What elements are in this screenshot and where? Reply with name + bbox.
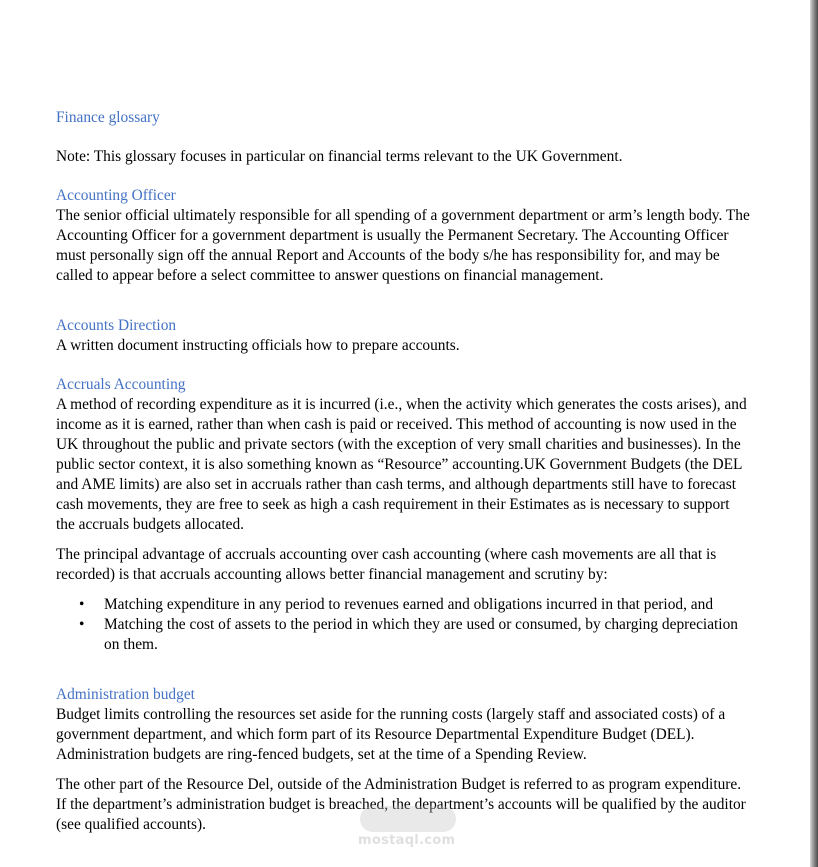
glossary-title: Finance glossary (56, 109, 160, 126)
bullet-icon: • (79, 616, 85, 633)
definition-line: government department, and which form part of its Resource Departmental Expenditure Budget (DEL). (56, 726, 695, 743)
entry-term: Accounting Officer (56, 187, 176, 204)
entry-term: Accounts Direction (56, 317, 177, 334)
entry-definition (56, 705, 786, 765)
bullet-line: on them. (104, 636, 158, 653)
entry-term: Accruals Accounting (56, 376, 186, 393)
definition-line: called to appear before a select committee to answer questions on financial management. (56, 267, 604, 284)
bullet-line: Matching expenditure in any period to revenues earned and obligations incurred in that period, and (104, 596, 714, 613)
entry-definition (56, 206, 786, 286)
bullet-list (56, 595, 786, 655)
paragraph-line: If the department’s administration budget is breached, the department’s accounts will be qualified by the auditor (56, 796, 746, 813)
glossary-note: Note: This glossary focuses in particular on financial terms relevant to the UK Government. (56, 148, 623, 165)
entry-definition (56, 395, 786, 535)
entry-paragraph (56, 775, 786, 835)
entry-accounting-officer (56, 186, 786, 286)
paragraph-line: recorded) is that accruals accounting allows better financial management and scrutiny by: (56, 566, 608, 583)
entry-administration-budget (56, 685, 786, 835)
bullet-line: Matching the cost of assets to the period in which they are used or consumed, by charging depreciation (104, 616, 738, 633)
definition-line: cash movements, they are free to seek as high a cash requirement in their Estimates as is necessary to support (56, 496, 730, 513)
definition-line: Accounting Officer for a government department is usually the Permanent Secretary. The Accounting Officer (56, 227, 729, 244)
entry-paragraph (56, 545, 786, 585)
definition-line: Administration budgets are ring-fenced budgets, set at the time of a Spending Review. (56, 746, 587, 763)
bullet-item (56, 615, 786, 655)
definition-line: must personally sign off the annual Report and Accounts of the body s/he has responsibility for, and may be (56, 247, 720, 264)
bullet-icon: • (79, 596, 85, 613)
paragraph-line: The principal advantage of accruals accounting over cash accounting (where cash movements are all that is (56, 546, 717, 563)
definition-line: and AME limits) are also set in accruals rather than cash terms, and although departments still have to forecast (56, 476, 736, 493)
page-edge-shadow (810, 0, 818, 867)
definition-line: A method of recording expenditure as it is incurred (i.e., when the activity which generates the costs arises), and (56, 396, 747, 413)
definition-line: income as it is earned, rather than when cash is paid or received. This method of accounting is now used in the (56, 416, 737, 433)
definition-line: UK throughout the public and private sectors (with the exception of very small charities and businesses). In the (56, 436, 741, 453)
definition-line: A written document instructing officials how to prepare accounts. (56, 337, 460, 354)
definition-line: the accruals budgets allocated. (56, 516, 245, 533)
entry-term: Administration budget (56, 686, 195, 703)
definition-line: The senior official ultimately responsible for all spending of a government department or arm’s length body. The (56, 207, 750, 224)
paragraph-line: (see qualified accounts). (56, 816, 206, 833)
entry-accruals-accounting (56, 375, 786, 655)
entry-definition (56, 336, 786, 356)
definition-line: Budget limits controlling the resources set aside for the running costs (largely staff and associated costs) of a (56, 706, 726, 723)
entry-accounts-direction (56, 316, 786, 356)
definition-line: public sector context, it is also something known as “Resource” accounting.UK Government Budgets (the DEL (56, 456, 743, 473)
glossary-content (56, 108, 786, 835)
bullet-item (56, 595, 786, 615)
paragraph-line: The other part of the Resource Del, outside of the Administration Budget is referred to as program expenditure. (56, 776, 742, 793)
watermark-text: mostaql.com (358, 833, 456, 848)
